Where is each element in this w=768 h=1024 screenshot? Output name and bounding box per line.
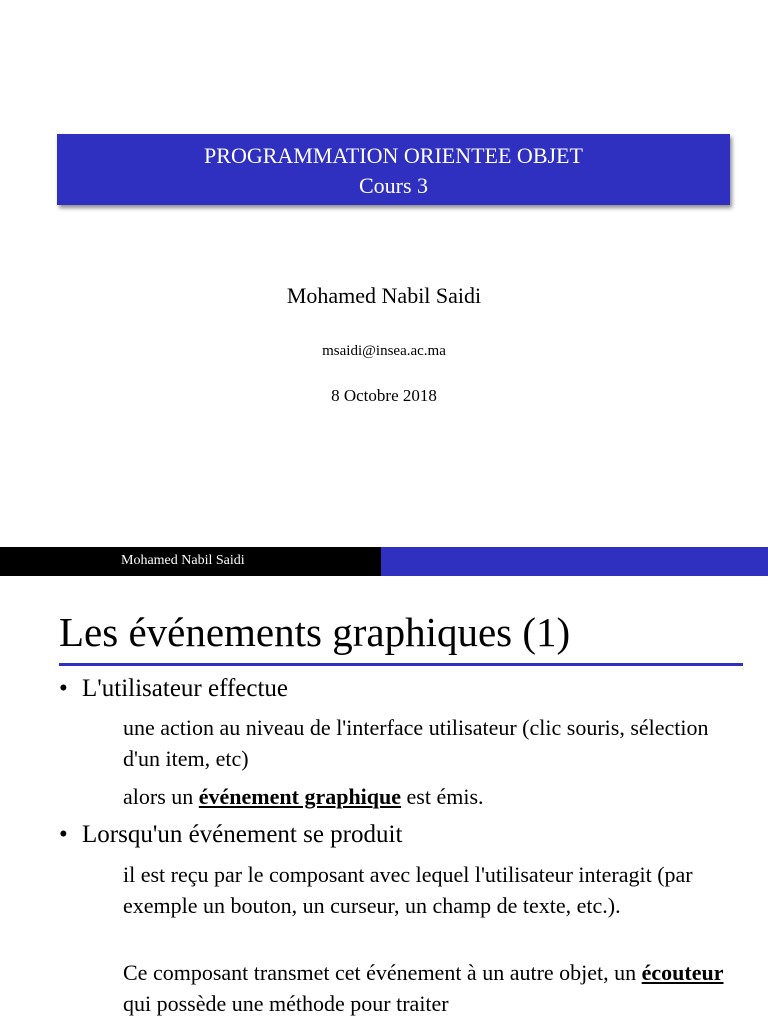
- footer-left-band: [0, 547, 381, 576]
- sub-item: une action au niveau de l'interface utilisateur (clic souris, sélection d'un item, etc): [123, 715, 709, 771]
- author-name: Mohamed Nabil Saidi: [286, 283, 482, 308]
- bullet-marker: •: [59, 821, 68, 848]
- footer-right-band: [381, 547, 768, 576]
- bullet-text: Lorsqu'un événement se produit: [82, 821, 403, 848]
- author-email: msaidi@insea.ac.ma: [322, 343, 446, 359]
- sub-item: [123, 957, 733, 1019]
- title-banner: [57, 134, 730, 205]
- bullet-item: [59, 674, 288, 704]
- bullet-item: [59, 820, 402, 850]
- bullet-marker: •: [59, 675, 68, 702]
- presentation-date: 8 Octobre 2018: [331, 386, 437, 405]
- sub-text: est émis.: [401, 784, 484, 809]
- slide-footer: [0, 547, 768, 576]
- course-title: PROGRAMMATION ORIENTEE OBJET: [204, 143, 583, 168]
- emphasized-term: événement graphique: [198, 784, 402, 809]
- title-underline-rule: [59, 663, 743, 666]
- bullet-text: L'utilisateur effectue: [82, 675, 289, 702]
- footer-author: Mohamed Nabil Saidi: [121, 553, 245, 568]
- slide-title: Les événements graphiques (1): [59, 609, 571, 655]
- sub-text: qui possède une méthode pour traiter: [123, 991, 449, 1016]
- sub-text: alors un: [123, 784, 199, 809]
- course-subtitle: Cours 3: [358, 173, 429, 198]
- sub-item: il est reçu par le composant avec lequel l'utilisateur interagit (par exemple un bouton, un curseur, un champ de texte, etc.).: [123, 862, 693, 918]
- sub-text: Ce composant transmet cet événement à un autre objet, un: [123, 960, 642, 985]
- sub-item: [123, 781, 733, 812]
- emphasized-term: écouteur: [641, 960, 724, 985]
